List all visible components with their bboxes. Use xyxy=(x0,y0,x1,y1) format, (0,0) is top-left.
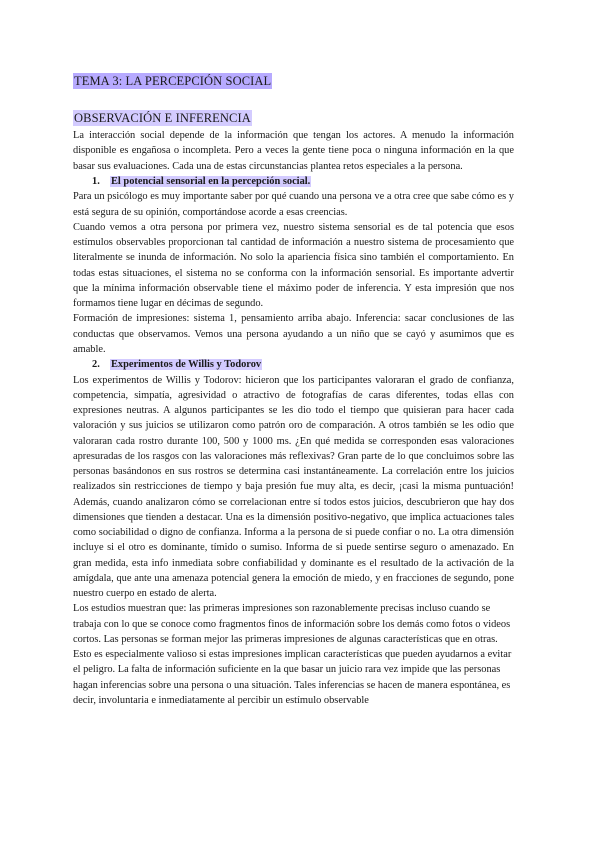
subsection-heading-1 xyxy=(73,174,514,190)
paragraph: Los estudios muestran que: las primeras impresiones son razonablemente precisas incluso cuando se trabaja con lo que se conoce como fragmentos finos de información sobre los demás como fotos o videos cortos. Las personas se forman mejor las primeras impresiones de algunas características que en otras. Esto es especialmente valioso si estas impresiones implican características que pueden ayudarnos a evitar el peligro. La falta de información suficiente en la que basar un juicio rara vez impide que las personas hagan inferencias sobre una persona o una situación. Tales inferencias se hacen de manera espontánea, es decir, involuntaria e inmediatamente al percibir un estímulo observable xyxy=(73,603,512,706)
subsection-number: 1. xyxy=(92,175,100,187)
paragraph: Los experimentos de Willis y Todorov: hicieron que los participantes valoraran el grado de confianza, competencia, simpatía, agresividad o atractivo de fotografías de caras diferentes, todas ellas con expresiones neutras. A algunos participantes se les dio todo el tiempo que quisieran para hacer cada valoración y sus juicios se utilizaron como patrón oro de comparación. A otros también se les odio que valoraran cada rostro durante 100, 500 y 1000 ms. ¿En qué medida se corresponden esas valoraciones apresuradas de los rasgos con las valoraciones más reflexivas? Gran parte de lo que concluimos sobre las personas basándonos en sus rostros se determina casi instantáneamente. La correlación entre los juicios realizados sin restricciones de tiempo y baja presión fue muy alta, es decir, ¡casi la misma puntuación! Además, cuando analizaron cómo se correlacionan entre sí todos estos juicios, descubrieron que hay dos dimensiones que tienden a destacar. Una es la dimensión positivo-negativo, que implica actuaciones tales como sociabilidad o digno de confianza. Informa a la persona de si puede confiar o no. La otra dimensión incluye si el otro es dominante, tímido o sumiso. Informa de si puede sentirse seguro o amenazado. En gran medida, esta info inmediata sobre confiabilidad y dominante es el resultado de la activación de la amígdala, que ante una amenaza potencial genera la emoción de miedo, y en fracciones de segundo, pone nuestro cuerpo en estado de alerta. xyxy=(73,374,514,599)
subsection-title: Experimentos de Willis y Todorov xyxy=(111,359,262,370)
subsection-title: El potencial sensorial en la percepción social. xyxy=(111,175,311,187)
subsection-heading-2 xyxy=(73,357,514,373)
subsection-number: 2. xyxy=(92,359,100,370)
section-heading: OBSERVACIÓN E INFERENCIA xyxy=(74,111,251,125)
intro-paragraph: La interacción social depende de la información que tengan los actores. A menudo la información disponible es engañosa o incompleta. Pero a veces la gente tiene poca o ninguna información en la que basar sus evaluaciones. Cada una de estas circunstancias plantea retos especiales a la persona. xyxy=(73,130,514,172)
document-title: TEMA 3: LA PERCEPCIÓN SOCIAL xyxy=(74,74,272,88)
paragraph: Formación de impresiones: sistema 1, pensamiento arriba abajo. Inferencia: sacar conclusiones de las conductas que observamos. Vemos una persona ayudando a un niño que se cayó y asumimos que es amable. xyxy=(73,313,514,355)
paragraph: Para un psicólogo es muy importante saber por qué cuando una persona ve a otra cree que sabe cómo es y está segura de su opinión, comportándose acorde a esas creencias. xyxy=(73,191,514,218)
paragraph: Cuando vemos a otra persona por primera vez, nuestro sistema sensorial es de tal potencia que esos estímulos observables proporcionan tal cantidad de información a nuestro sistema de procesamiento que literalmente se inunda de información. No solo la apariencia física sino también el comportamiento. En todas estas situaciones, el sistema no se conforma con la información sensorial. Es importante advertir que la mínima información observable tiene el máximo poder de inferencia. Y esta impresión que nos formamos tiene lugar en décimas de segundo. xyxy=(73,221,514,309)
